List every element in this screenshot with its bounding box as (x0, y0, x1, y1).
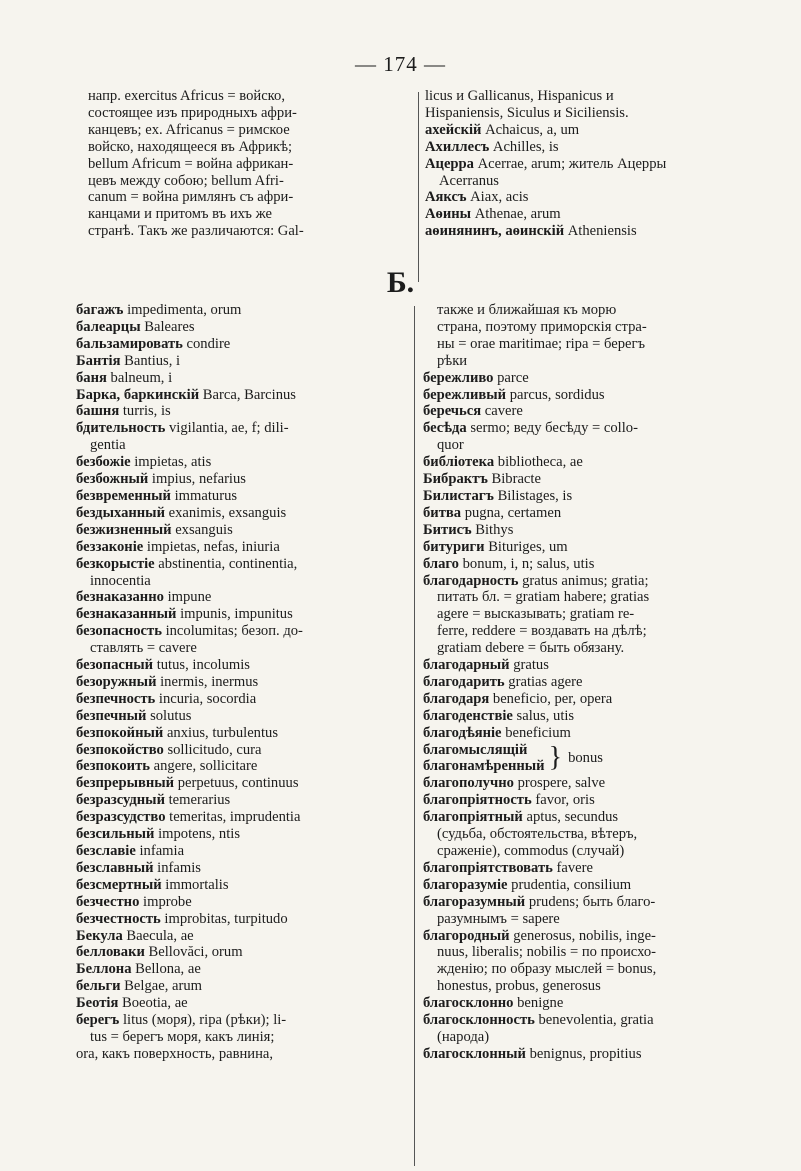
dictionary-entry (423, 403, 783, 420)
headword: безопасность (76, 623, 162, 640)
headword: Аяксъ (425, 189, 467, 206)
headword: благоденствіе (423, 707, 513, 724)
brace-symbol: } (548, 742, 563, 774)
definition: abstinentia, continentia, (154, 555, 298, 572)
definition: Bibracte (487, 471, 541, 488)
headword: благодарность (423, 572, 519, 589)
definition: prudens; быть благо- (525, 893, 656, 910)
definition: Bilistages, is (493, 487, 573, 504)
definition: condire (182, 335, 231, 352)
definition: incolumitas; безоп. до- (161, 623, 303, 640)
dictionary-entry (76, 725, 409, 742)
definition-continuation: tus = берегъ моря, какъ линія; (90, 1028, 275, 1045)
definition: improbe (139, 893, 192, 910)
dictionary-entry (76, 894, 409, 911)
headword: Бекула (76, 927, 123, 944)
definition: Aiax, acis (466, 189, 529, 206)
definition: gratias agere (504, 673, 583, 690)
dictionary-entry (76, 1046, 409, 1063)
headword: безразсудный (76, 792, 165, 809)
definition: honestus, probus, generosus (437, 978, 601, 995)
dictionary-entry (76, 539, 409, 556)
dictionary-entry (76, 556, 409, 590)
headword: Билистагъ (423, 487, 494, 504)
dictionary-entry (423, 370, 783, 387)
dictionary-entry (76, 454, 409, 471)
headword: Барка, баркинскій (76, 386, 200, 403)
headword: Ацерра (425, 155, 474, 172)
dictionary-entry (76, 792, 409, 809)
headword: безвременный (76, 487, 171, 504)
dictionary-entry (425, 88, 780, 105)
definition: beneficium (501, 724, 571, 741)
headword: благопріятствовать (423, 859, 553, 876)
definition: exsanguis (171, 521, 233, 538)
headword: библіотека (423, 454, 495, 471)
headword: безсильный (76, 826, 155, 843)
headword: безбожіе (76, 454, 131, 471)
dictionary-entry (76, 420, 409, 454)
headword: Беллона (76, 961, 132, 978)
dictionary-entry (423, 978, 783, 995)
dictionary-entry (423, 420, 783, 454)
dictionary-entry (76, 809, 409, 826)
dictionary-entry (423, 319, 783, 336)
dictionary-entry (425, 122, 780, 139)
headword: благодѣяніе (423, 724, 502, 741)
dictionary-entry (423, 606, 783, 623)
headword: балеарцы (76, 318, 141, 335)
definition: generosus, nobilis, inge- (509, 927, 656, 944)
dictionary-entry (76, 370, 409, 387)
definition: Achilles, is (489, 138, 559, 155)
dictionary-entry (423, 488, 783, 505)
dictionary-entry (425, 139, 780, 156)
text-line: bellum Africum = война африкан- (88, 155, 294, 172)
definition: bonus (568, 750, 603, 767)
headword: безоружный (76, 673, 157, 690)
definition: Bituriges, um (484, 538, 568, 555)
definition: benigne (513, 995, 564, 1012)
definition: perpetuus, continuus (174, 775, 299, 792)
dictionary-entry (76, 758, 409, 775)
dictionary-entry (423, 302, 783, 319)
headword: благородный (423, 927, 510, 944)
definition: ны = orae maritimae; ripa = берегъ (437, 335, 645, 352)
definition: tutus, incolumis (153, 657, 250, 674)
headword: безнаказанный (76, 606, 177, 623)
dictionary-entry (423, 995, 783, 1012)
dictionary-entry (76, 860, 409, 877)
dictionary-entry (76, 826, 409, 843)
headword: благосклонный (423, 1045, 526, 1062)
dictionary-entry (76, 843, 409, 860)
headword: безпокойный (76, 724, 164, 741)
top-left-column (88, 88, 415, 240)
definition: impotens, ntis (154, 826, 240, 843)
definition: prospere, salve (513, 775, 606, 792)
dictionary-entry (423, 775, 783, 792)
definition: infamia (135, 843, 185, 859)
headword: беззаконіе (76, 538, 144, 555)
headword: Беотія (76, 995, 119, 1012)
definition-continuation: Acerranus (439, 172, 499, 189)
dictionary-entry (425, 189, 780, 206)
headword: безнаказанно (76, 589, 164, 606)
headword: благо (423, 555, 459, 572)
dictionary-entry (423, 573, 783, 607)
definition: impunis, impunitus (176, 606, 293, 623)
definition: Acerrae, arum; житель Ацерры (473, 155, 667, 172)
headword: баня (76, 369, 107, 386)
dictionary-entry (76, 928, 409, 945)
definition: ferre, reddere = воздавать на дѣлѣ; (437, 623, 647, 640)
definition: Bellona, ae (131, 961, 201, 978)
headword: безславный (76, 859, 154, 876)
dictionary-entry (76, 708, 409, 725)
definition: ora, какъ поверхность, равнина, (76, 1045, 274, 1062)
definition-continuation: quor (437, 437, 464, 454)
headword: благомыслящій (423, 741, 528, 758)
definition: parce (493, 369, 529, 386)
definition: Bithys (471, 521, 514, 538)
headword: безславіе (76, 843, 136, 859)
dictionary-entry (423, 1012, 783, 1046)
headword: безпокоить (76, 758, 150, 775)
text-line: напр. exercitus Africus = войско, (88, 88, 285, 104)
definition: Baleares (140, 318, 195, 335)
dictionary-entry (76, 522, 409, 539)
definition: licus и Gallicanus, Hispanicus и (425, 88, 614, 104)
headword: Битисъ (423, 521, 472, 538)
definition-continuation: (судьба, обстоятельства, вѣтеръ, (437, 826, 638, 843)
brace-headwords (423, 742, 545, 776)
headword: битуриги (423, 538, 485, 555)
definition: vigilantia, ae, f; dili- (165, 420, 289, 437)
definition: impune (163, 589, 212, 606)
definition: favor, oris (531, 792, 595, 809)
headword: благопріятный (423, 809, 523, 826)
dictionary-entry (423, 387, 783, 404)
definition: inermis, inermus (156, 673, 259, 690)
definition: parcus, sordidus (506, 386, 605, 403)
headword: безчестно (76, 893, 140, 910)
definition: sermo; веду бесѣду = collo- (466, 420, 638, 437)
definition: benignus, propitius (525, 1045, 642, 1062)
dictionary-entry (425, 223, 780, 240)
headword: аѳинянинъ, аѳинскій (425, 223, 565, 240)
headword: Аѳины (425, 206, 472, 223)
headword: безбожный (76, 471, 149, 488)
definition: impius, nefarius (148, 471, 246, 488)
definition: Baecula, ae (122, 927, 194, 944)
text-line: canum = война римлянъ съ афри- (88, 189, 294, 206)
headword: бдительность (76, 420, 166, 437)
definition: prudentia, consilium (507, 876, 632, 893)
headword: башня (76, 403, 120, 420)
headword: бережливый (423, 386, 507, 403)
definition-continuation: gentia (90, 437, 126, 454)
headword: благополучно (423, 775, 514, 792)
definition: Boeotia, ae (118, 995, 188, 1012)
dictionary-entry (76, 961, 409, 978)
text-line: состоящее изъ природныхъ афри- (88, 104, 297, 121)
definition: benevolentia, gratia (534, 1012, 654, 1029)
definition: balneum, i (106, 369, 173, 386)
definition: gratus (509, 657, 549, 674)
dictionary-entry (423, 860, 783, 877)
section-letter: Б. (386, 266, 415, 299)
definition: solutus (146, 707, 192, 724)
definition: Bellovăci, orum (144, 944, 243, 961)
dictionary-entry (76, 911, 409, 928)
definition: pugna, certamen (461, 504, 562, 521)
dictionary-entry (423, 505, 783, 522)
dictionary-entry (423, 792, 783, 809)
definition-continuation: питать бл. = gratiam habere; gratias (437, 589, 650, 606)
headword: багажъ (76, 302, 124, 318)
headword: безкорыстіе (76, 555, 155, 572)
headword: благодарить (423, 673, 505, 690)
definition-continuation: innocentia (90, 572, 151, 589)
headword: безпечный (76, 707, 147, 724)
definition: incuria, socordia (155, 690, 257, 707)
text-line: странѣ. Такъ же различаются: Gal- (88, 223, 304, 240)
definition: Atheniensis (564, 223, 637, 240)
dictionary-entry (423, 843, 783, 860)
definition: Bantius, i (120, 352, 181, 369)
definition: immaturus (170, 487, 238, 504)
definition: рѣки (437, 352, 468, 369)
definition: turris, is (119, 403, 171, 420)
headword: Бантія (76, 352, 121, 369)
definition: anxius, turbulentus (163, 724, 279, 741)
headword: безпечность (76, 690, 156, 707)
dictionary-entry (423, 928, 783, 962)
headword: бельги (76, 978, 121, 995)
headword: беречься (423, 403, 482, 420)
definition: salus, utis (512, 707, 575, 724)
headword: безчестность (76, 910, 161, 927)
headword: благоразуміе (423, 876, 508, 893)
dictionary-entry (76, 302, 409, 319)
definition: angere, sollicitare (149, 758, 258, 775)
definition: immortalis (161, 876, 229, 893)
headword: бездыханный (76, 504, 165, 521)
text-line: войско, находящееся въ Африкѣ; (88, 138, 293, 155)
definition: beneficio, per, opera (489, 690, 613, 707)
definition: gratiam debere = быть обязану. (437, 640, 625, 657)
headword: бережливо (423, 369, 494, 386)
column-divider (418, 92, 419, 282)
dictionary-entry (423, 877, 783, 894)
dictionary-entry (76, 488, 409, 505)
definition: improbitas, turpitudo (160, 910, 288, 927)
dictionary-entry (76, 775, 409, 792)
text-line: канцами и притомъ въ ихъ же (88, 206, 272, 223)
headword: белловаки (76, 944, 145, 961)
dictionary-entry (423, 725, 783, 742)
definition: exanimis, exsanguis (164, 504, 287, 521)
dictionary-entry (423, 336, 783, 353)
headword: Бибрактъ (423, 471, 488, 488)
headword: битва (423, 504, 462, 521)
definition: также и ближайшая къ морю (437, 302, 617, 318)
definition: temeritas, imprudentia (165, 809, 301, 826)
dictionary-entry (423, 894, 783, 928)
dictionary-entry (76, 319, 409, 336)
dictionary-entry (425, 156, 780, 190)
definition: жденію; по образу мыслей = bonus, (437, 961, 657, 978)
dictionary-entry (76, 995, 409, 1012)
text-line: канцевъ; ex. Africanus = римское (88, 121, 290, 138)
headword: благопріятность (423, 792, 532, 809)
definition: страна, поэтому приморскія стра- (437, 318, 647, 335)
headword: безжизненный (76, 521, 172, 538)
dictionary-entry (423, 708, 783, 725)
dictionary-entry (423, 623, 783, 640)
dictionary-entry (425, 206, 780, 223)
dictionary-entry (76, 978, 409, 995)
dictionary-entry (76, 742, 409, 759)
definition: Barca, Barcinus (199, 386, 296, 403)
dictionary-entry (425, 105, 780, 122)
definition: cavere (481, 403, 523, 420)
headword: благосклонность (423, 1012, 535, 1029)
headword: благодаря (423, 690, 490, 707)
headword: бальзамировать (76, 335, 183, 352)
headword: бесѣда (423, 420, 467, 437)
definition: litus (моря), ripa (рѣки); li- (119, 1012, 287, 1029)
dictionary-entry (76, 353, 409, 370)
definition-continuation: (народа) (437, 1028, 490, 1045)
definition: impietas, nefas, iniuria (143, 538, 280, 555)
definition: Athenae, arum (471, 206, 561, 223)
dictionary-entry (423, 809, 783, 843)
dictionary-entry (423, 522, 783, 539)
headword: безпрерывный (76, 775, 175, 792)
definition: favere (552, 859, 593, 876)
dictionary-entry (76, 505, 409, 522)
definition: aptus, secundus (522, 809, 619, 826)
definition: Hispaniensis, Siculus и Siciliensis. (425, 104, 629, 121)
text-line: цевъ между собою; bellum Afri- (88, 172, 284, 189)
dictionary-entry (76, 877, 409, 894)
bottom-right-column (423, 302, 783, 1063)
dictionary-entry (76, 336, 409, 353)
brace-entry (423, 742, 783, 776)
headword: благосклонно (423, 995, 514, 1012)
headword: безпокойство (76, 741, 164, 758)
dictionary-entry (76, 944, 409, 961)
dictionary-entry (423, 674, 783, 691)
headword: Ахиллесъ (425, 138, 490, 155)
definition: gratus animus; gratia; (518, 572, 649, 589)
definition: Belgae, arum (120, 978, 202, 995)
definition: impedimenta, orum (123, 302, 242, 318)
dictionary-entry (76, 657, 409, 674)
definition: agere = высказывать; gratiam re- (437, 606, 635, 623)
dictionary-entry (423, 471, 783, 488)
definition-continuation: nuus, liberalis; nobilis = по происхо- (437, 944, 656, 961)
dictionary-entry (76, 403, 409, 420)
dictionary-entry (423, 961, 783, 978)
definition: bonum, i, n; salus, utis (458, 555, 595, 572)
definition-continuation: ставлять = cavere (90, 640, 197, 657)
dictionary-entry (76, 623, 409, 657)
definition: sollicitudo, cura (163, 741, 262, 758)
definition: Achaicus, a, um (481, 121, 580, 138)
bottom-left-column (76, 302, 409, 1063)
headword: благодарный (423, 657, 510, 674)
headword: безразсудство (76, 809, 166, 826)
dictionary-entry (76, 387, 409, 404)
headword: берегъ (76, 1012, 120, 1029)
definition-continuation: разумнымъ = sapere (437, 910, 560, 927)
dictionary-entry (76, 674, 409, 691)
definition: bibliotheca, ae (494, 454, 583, 471)
dictionary-entry (423, 640, 783, 657)
dictionary-entry (423, 539, 783, 556)
definition: infamis (153, 859, 201, 876)
page-number: — 174 — (355, 52, 446, 76)
dictionary-entry (423, 353, 783, 370)
definition: temerarius (164, 792, 231, 809)
headword: ахейскій (425, 121, 482, 138)
dictionary-entry (76, 589, 409, 606)
dictionary-entry (76, 471, 409, 488)
dictionary-entry (76, 691, 409, 708)
dictionary-entry (423, 556, 783, 573)
column-divider (414, 306, 415, 1166)
headword: безопасный (76, 657, 154, 674)
definition: сраженіе), commodus (случай) (437, 843, 625, 859)
headword: благоразумный (423, 893, 526, 910)
dictionary-entry (76, 1012, 409, 1046)
dictionary-entry (76, 606, 409, 623)
headword: безсмертный (76, 876, 162, 893)
headword: благонамѣренный (423, 758, 545, 775)
dictionary-entry (423, 454, 783, 471)
top-right-column (425, 88, 780, 240)
dictionary-entry (423, 657, 783, 674)
dictionary-entry (423, 1046, 783, 1063)
definition: impietas, atis (130, 454, 212, 471)
dictionary-entry (423, 691, 783, 708)
